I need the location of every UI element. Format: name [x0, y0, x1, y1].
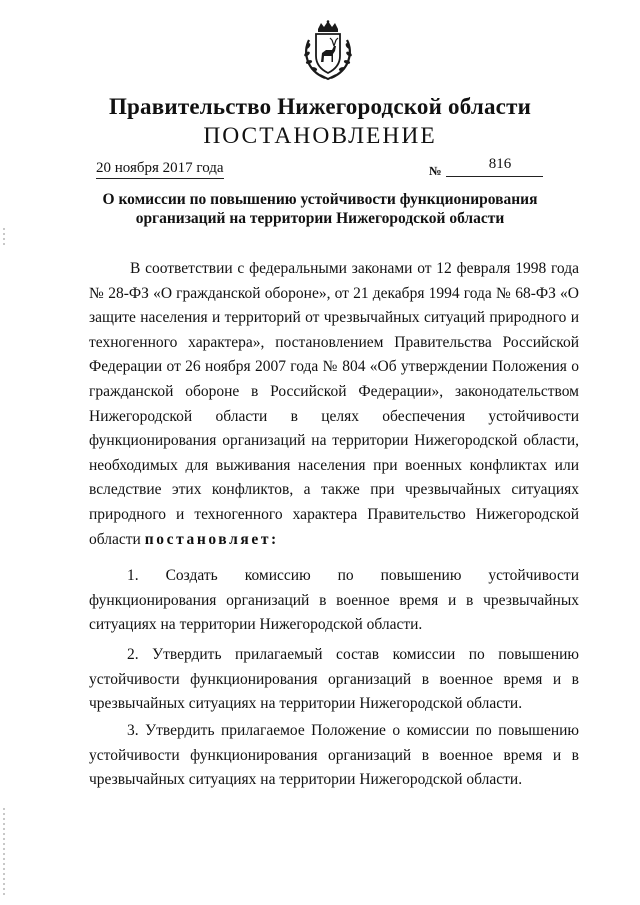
document-type: ПОСТАНОВЛЕНИЕ [203, 123, 437, 149]
preamble-paragraph [89, 257, 579, 552]
scan-margin-mark [3, 228, 5, 248]
preamble-text: В соответствии с федеральными законами от 12 февраля 1998 года № 28-ФЗ «О гражданской обороне», от 21 декабря 1994 года № 68-ФЗ «О защите населения и территорий от чрезвычайных ситуаций природного и техногенного характера», постановлением Правительства Российской Федерации от 26 ноября 2007 года № 804 «Об утверждении Положения о гражданской обороне в Российской Федерации», законодательством Нижегородской области в целях обеспечения устойчивости функционирования организаций на территории Нижегородской области, необходимых для выживания населения при военных конфликтах или вследствие этих конфликтов, а также при чрезвычайных ситуациях природного и техногенного характера Правительство Нижегородской области [89, 260, 579, 548]
resolution-item [89, 719, 579, 793]
resolution-item-text: 3. Утвердить прилагаемое Положение о комиссии по повышению устойчивости функционирования организаций в военное время и в чрезвычайных ситуациях на территории Нижегородской области. [89, 722, 579, 789]
resolves-word: постановляет: [144, 530, 279, 548]
resolution-item [89, 643, 579, 717]
resolution-item [89, 564, 579, 638]
organization-title: Правительство Нижегородской области [108, 94, 532, 119]
document-date: 20 ноября 2017 года [96, 160, 224, 176]
document-subject [60, 190, 580, 228]
document-number: 816 [488, 156, 512, 172]
coat-of-arms-icon [301, 20, 355, 82]
resolution-item-text: 1. Создать комиссию по повышению устойчивости функционирования организаций в военное время и в чрезвычайных ситуациях на территории Нижегородской области. [89, 567, 579, 634]
subject-line: организаций на территории Нижегородской области [135, 210, 505, 227]
number-underline [446, 176, 543, 177]
subject-line: О комиссии по повышению устойчивости функционирования [102, 191, 538, 208]
number-sign: № [429, 164, 442, 178]
scan-margin-mark [3, 808, 5, 898]
date-underline [96, 178, 224, 179]
resolution-item-text: 2. Утвердить прилагаемый состав комиссии по повышению устойчивости функционирования организаций в военное время и в чрезвычайных ситуациях на территории Нижегородской области. [89, 646, 579, 713]
